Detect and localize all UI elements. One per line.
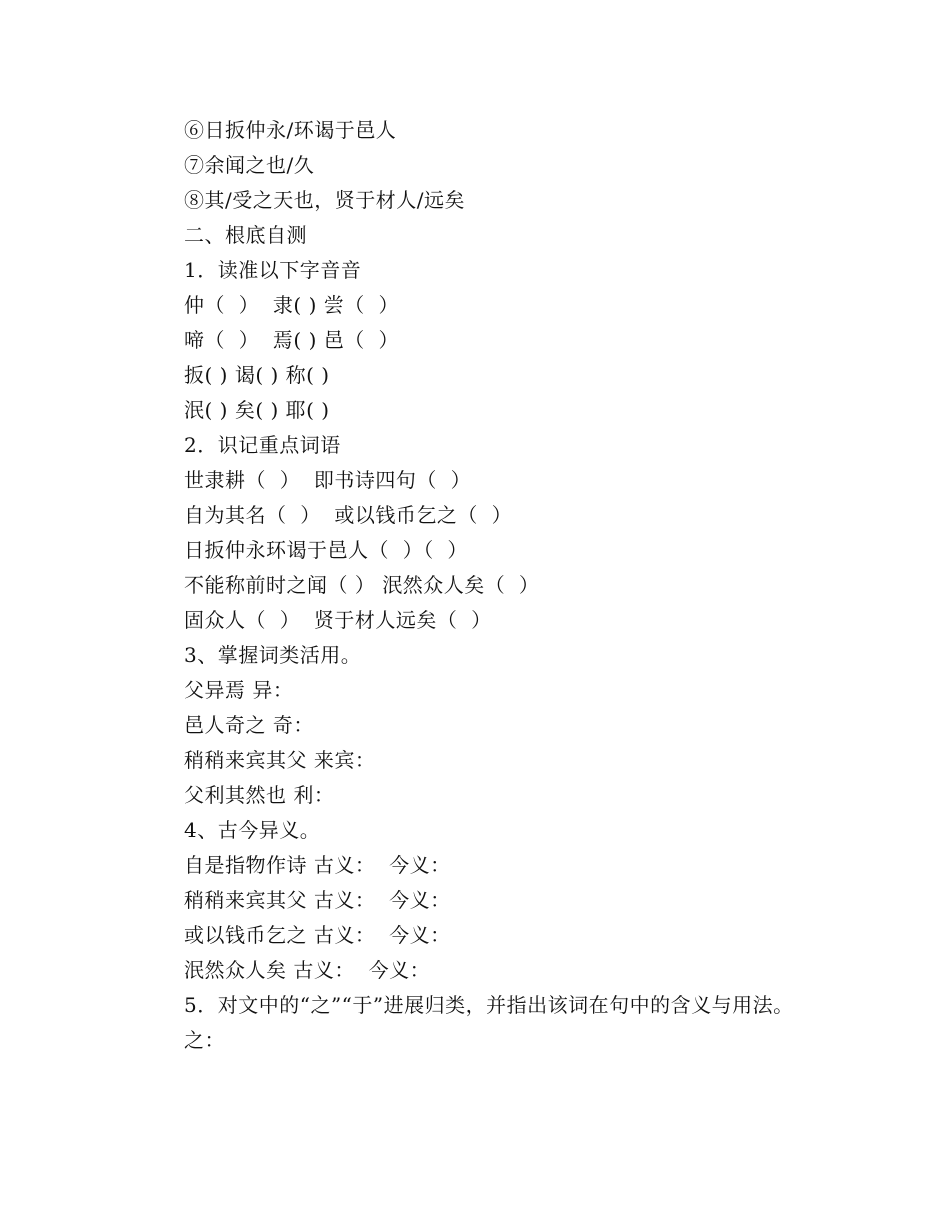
pronunciation-row-1: 仲（ ） 隶( ) 尝（ ）: [184, 293, 399, 317]
word-class-row-3: 稍稍来宾其父 来宾：: [184, 748, 376, 772]
vocabulary-row-5: 固众人（ ） 贤于材人远矣（ ）: [184, 608, 492, 632]
word-class-row-2: 邑人奇之 奇：: [184, 713, 314, 737]
answer-zhi-label: 之：: [184, 1028, 225, 1052]
pronunciation-row-3: 扳( ) 谒( ) 称( ): [184, 363, 330, 387]
text-line-2: ⑦余闻之也/久: [184, 153, 315, 177]
pronunciation-row-4: 泯( ) 矣( ) 耶( ): [184, 398, 330, 422]
text-line-1: ⑥日扳仲永/环谒于邑人: [184, 118, 397, 142]
section-heading-self-test: 二、根底自测: [184, 223, 307, 247]
meaning-row-4: 泯然众人矣 古义： 今义：: [184, 958, 431, 982]
meaning-row-2: 稍稍来宾其父 古义： 今义：: [184, 888, 451, 912]
text-line-3: ⑧其/受之天也，贤于材人/远矣: [184, 188, 465, 212]
meaning-row-1: 自是指物作诗 古义： 今义：: [184, 853, 451, 877]
document-body: [184, 113, 834, 1058]
question-3-heading: 3、掌握词类活用。: [184, 643, 362, 667]
word-class-row-1: 父异焉 异：: [184, 678, 294, 702]
pronunciation-row-2: 啼（ ） 焉( ) 邑（ ）: [184, 328, 399, 352]
question-1-heading: 1．读准以下字音音: [184, 258, 362, 282]
vocabulary-row-1: 世隶耕（ ） 即书诗四句（ ）: [184, 468, 472, 492]
vocabulary-row-3: 日扳仲永环谒于邑人（ ）（ ）: [184, 538, 468, 562]
vocabulary-row-2: 自为其名（ ） 或以钱币乞之（ ）: [184, 503, 513, 527]
vocabulary-row-4: 不能称前时之闻（ ） 泯然众人矣（ ）: [184, 573, 540, 597]
question-5-paragraph: 5．对文中的“之”“于”进展归类，并指出该词在句中的含义与用法。: [184, 993, 794, 1017]
question-4-heading: 4、古今异义。: [184, 818, 321, 842]
meaning-row-3: 或以钱币乞之 古义： 今义：: [184, 923, 451, 947]
question-2-heading: 2．识记重点词语: [184, 433, 341, 457]
word-class-row-4: 父利其然也 利：: [184, 783, 335, 807]
